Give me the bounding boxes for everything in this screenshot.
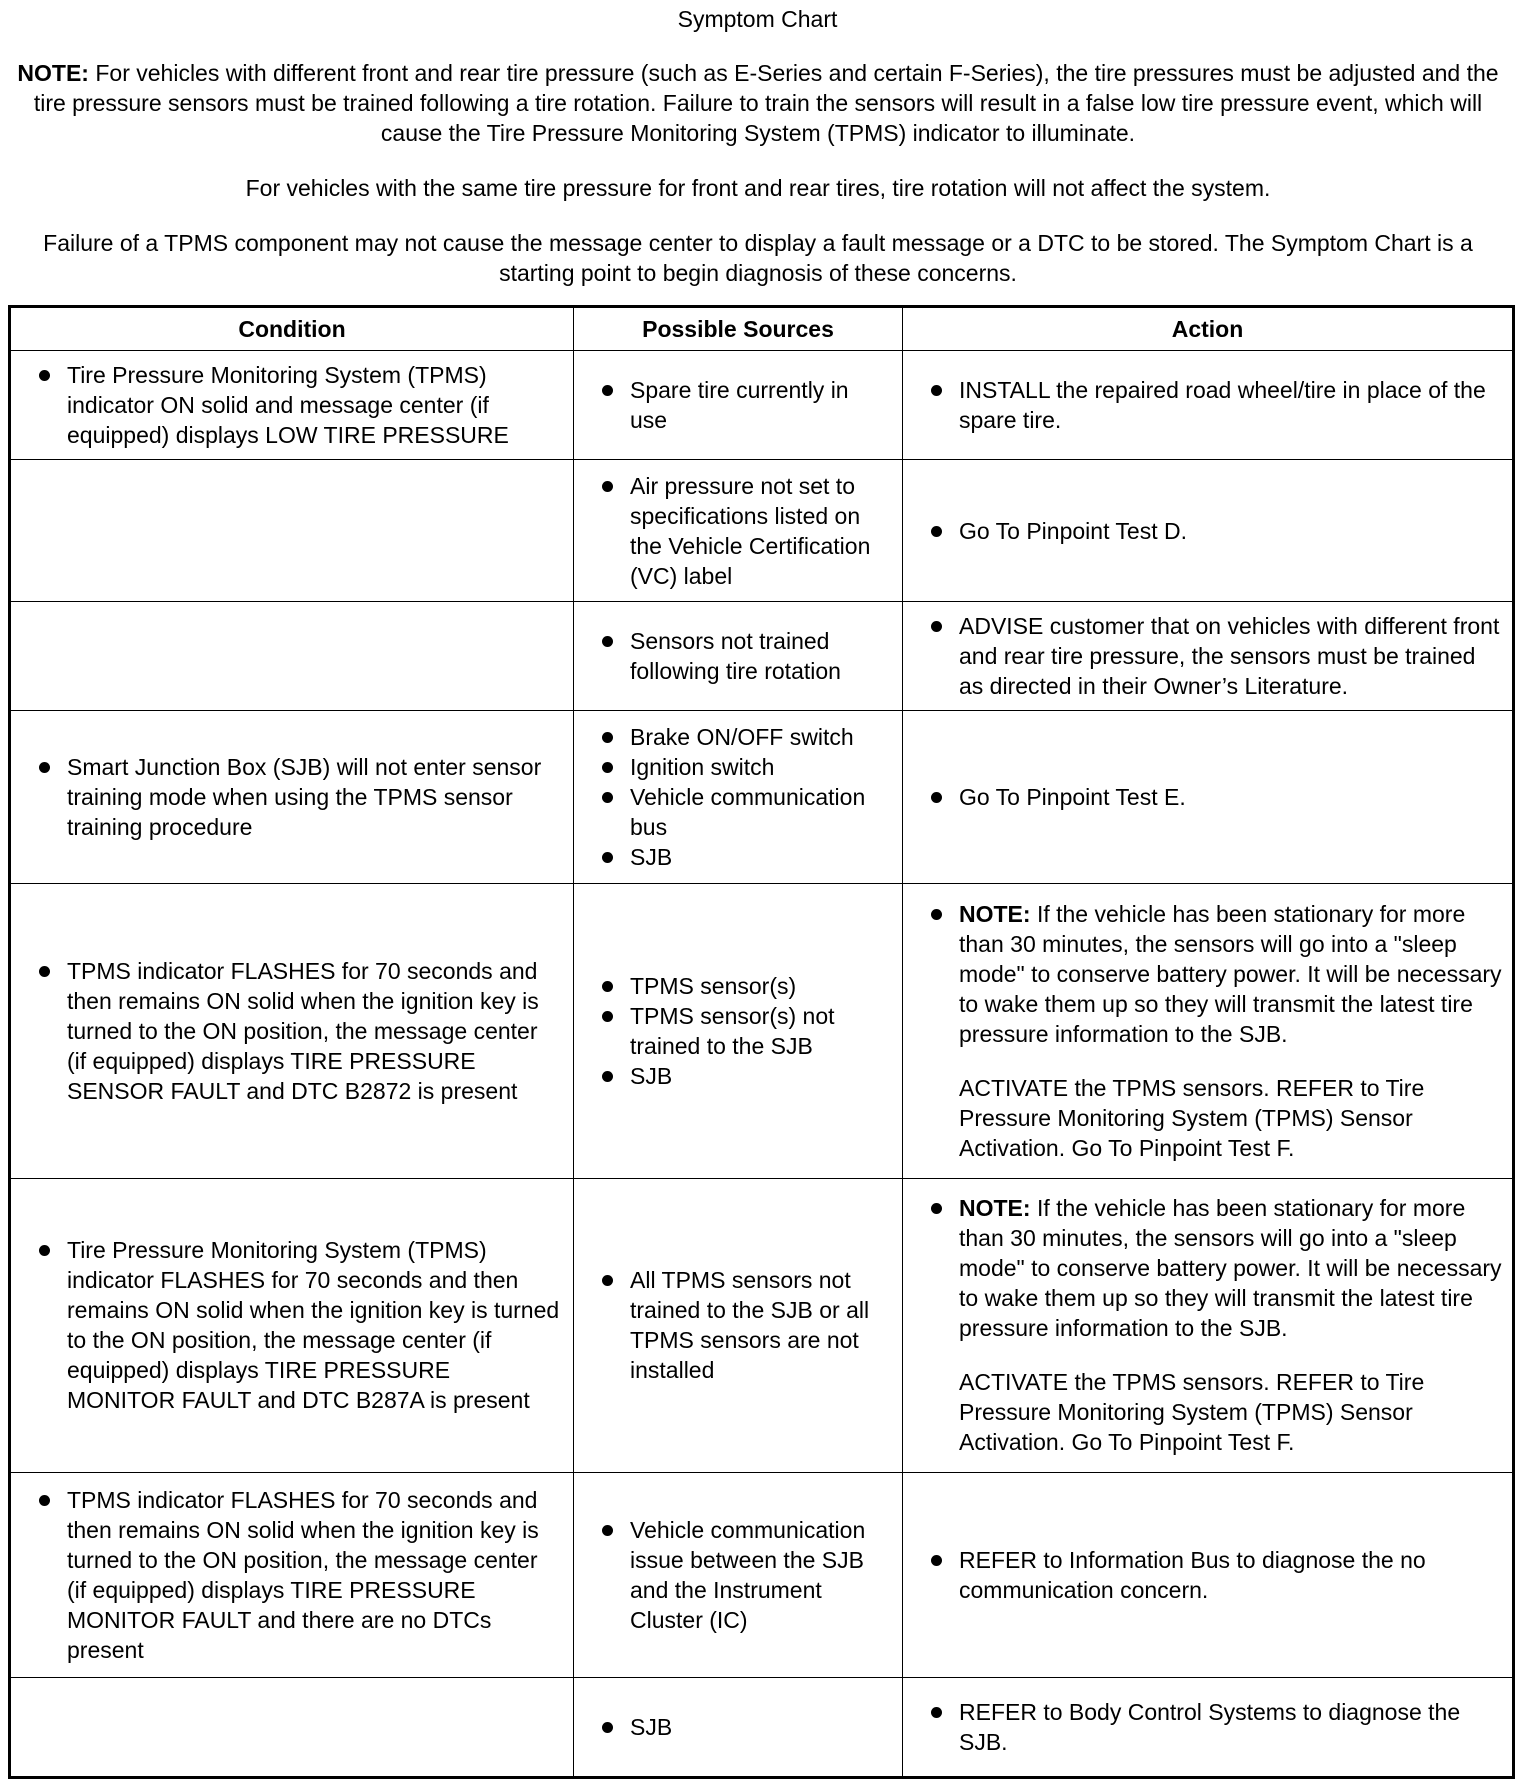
action-text: Go To Pinpoint Test E. (959, 784, 1186, 811)
condition-item: TPMS indicator FLASHES for 70 seconds and then remains ON solid when the ignition key is turned to the ON position, the message center (if equipped) displays TIRE PRESSURE MONITOR FAULT and there are no DTCs present (19, 1485, 563, 1665)
sources-list (582, 1265, 892, 1385)
page-title: Symptom Chart (677, 6, 838, 32)
condition-list (19, 1235, 563, 1415)
table-row (10, 460, 1514, 601)
header-condition: Condition (10, 307, 574, 351)
source-item: Vehicle communication issue between the SJB and the Instrument Cluster (IC) (582, 1515, 892, 1635)
condition-cell (10, 601, 574, 710)
condition-list (19, 1485, 563, 1665)
table-row (10, 884, 1514, 1178)
action-item (911, 516, 1502, 546)
action-list (911, 611, 1502, 701)
source-item: Ignition switch (582, 752, 892, 782)
action-item (911, 899, 1502, 1049)
condition-cell (10, 1678, 574, 1778)
action-text: ADVISE customer that on vehicles with different front and rear tire pressure, the sensors must be trained as directed in their Owner’s Literature. (959, 612, 1500, 699)
table-row (10, 1678, 1514, 1778)
source-item: SJB (582, 1712, 892, 1742)
action-cell (903, 884, 1514, 1178)
condition-cell (10, 351, 574, 460)
sources-cell (574, 460, 903, 601)
action-item (911, 611, 1502, 701)
action-list (911, 516, 1502, 546)
action-list (911, 1193, 1502, 1343)
sources-list (582, 375, 892, 435)
sources-cell (574, 1473, 903, 1678)
header-possible-sources: Possible Sources (574, 307, 903, 351)
action-list (911, 375, 1502, 435)
action-list (911, 899, 1502, 1049)
action-cell (903, 711, 1514, 884)
header-action: Action (903, 307, 1514, 351)
source-item: SJB (582, 842, 892, 872)
action-list (911, 1545, 1502, 1605)
sources-list (582, 1515, 892, 1635)
table-row (10, 711, 1514, 884)
condition-item: Tire Pressure Monitoring System (TPMS) indicator ON solid and message center (if equipped) displays LOW TIRE PRESSURE (19, 360, 563, 450)
source-item: TPMS sensor(s) (582, 971, 892, 1001)
condition-list (19, 956, 563, 1106)
condition-item: Tire Pressure Monitoring System (TPMS) indicator FLASHES for 70 seconds and then remains ON solid when the ignition key is turned to the ON position, the message center (if equipped) displays TIRE PRESSURE MONITOR FAULT and DTC B287A is present (19, 1235, 563, 1415)
condition-list (19, 360, 563, 450)
note-label: NOTE: (17, 60, 89, 86)
sources-cell (574, 711, 903, 884)
action-item (911, 1545, 1502, 1605)
action-cell (903, 460, 1514, 601)
sources-list (582, 471, 892, 591)
table-row (10, 351, 1514, 460)
action-item (911, 1697, 1502, 1757)
source-item: Air pressure not set to specifications listed on the Vehicle Certification (VC) label (582, 471, 892, 591)
sources-list (582, 1712, 892, 1742)
condition-cell (10, 460, 574, 601)
same-pressure-paragraph: For vehicles with the same tire pressure for front and rear tires, tire rotation will not affect the system. (245, 175, 1271, 201)
table-row (10, 1178, 1514, 1472)
action-text: REFER to Body Control Systems to diagnose the SJB. (959, 1699, 1461, 1756)
sources-cell (574, 884, 903, 1178)
action-text: If the vehicle has been stationary for more than 30 minutes, the sensors will go into a "sleep mode" to conserve battery power. It will be necessary to wake them up so they will transmit the latest tire pressure information to the SJB. (959, 1195, 1502, 1342)
action-cell (903, 1178, 1514, 1472)
action-cell (903, 1678, 1514, 1778)
condition-cell (10, 711, 574, 884)
action-list (911, 782, 1502, 812)
table-row (10, 1473, 1514, 1678)
action-text: If the vehicle has been stationary for more than 30 minutes, the sensors will go into a "sleep mode" to conserve battery power. It will be necessary to wake them up so they will transmit the latest tire pressure information to the SJB. (959, 901, 1502, 1048)
action-item (911, 782, 1502, 812)
action-extra-text: ACTIVATE the TPMS sensors. REFER to Tire Pressure Monitoring System (TPMS) Sensor Activation. Go To Pinpoint Test F. (959, 1369, 1425, 1456)
sources-cell (574, 601, 903, 710)
source-item: Vehicle communication bus (582, 782, 892, 842)
condition-item: TPMS indicator FLASHES for 70 seconds and then remains ON solid when the ignition key is turned to the ON position, the message center (if equipped) displays TIRE PRESSURE SENSOR FAULT and DTC B2872 is present (19, 956, 563, 1106)
source-item: TPMS sensor(s) not trained to the SJB (582, 1001, 892, 1061)
condition-item: Smart Junction Box (SJB) will not enter sensor training mode when using the TPMS sensor training procedure (19, 752, 563, 842)
note-text: For vehicles with different front and rear tire pressure (such as E-Series and certain F-Series), the tire pressures must be adjusted and the tire pressure sensors must be trained following a tire rotation. Failure to train the sensors will result in a false low tire pressure event, which will cause the Tire Pressure Monitoring System (TPMS) indicator to illuminate. (33, 60, 1499, 146)
source-item: Sensors not trained following tire rotation (582, 626, 892, 686)
action-cell (903, 351, 1514, 460)
action-list (911, 1697, 1502, 1757)
source-item: Spare tire currently in use (582, 375, 892, 435)
action-text: Go To Pinpoint Test D. (959, 517, 1188, 544)
symptom-table (8, 305, 1515, 1779)
action-cell (903, 1473, 1514, 1678)
action-cell (903, 601, 1514, 710)
failure-paragraph: Failure of a TPMS component may not cause the message center to display a fault message or a DTC to be stored. The Symptom Chart is a starting point to begin diagnosis of these concerns. (43, 230, 1473, 286)
sources-list (582, 626, 892, 686)
sources-cell (574, 1678, 903, 1778)
source-item: Brake ON/OFF switch (582, 722, 892, 752)
sources-list (582, 722, 892, 872)
sources-cell (574, 1178, 903, 1472)
note-paragraph (16, 58, 1500, 148)
action-item (911, 1193, 1502, 1343)
condition-cell (10, 1473, 574, 1678)
table-row (10, 601, 1514, 710)
action-note-label: NOTE: (959, 1195, 1031, 1222)
action-text: REFER to Information Bus to diagnose the no communication concern. (959, 1547, 1426, 1604)
table-body (10, 351, 1514, 1778)
source-item: All TPMS sensors not trained to the SJB or all TPMS sensors are not installed (582, 1265, 892, 1385)
condition-cell (10, 1178, 574, 1472)
action-extra-text: ACTIVATE the TPMS sensors. REFER to Tire Pressure Monitoring System (TPMS) Sensor Activation. Go To Pinpoint Test F. (959, 1075, 1425, 1162)
condition-cell (10, 884, 574, 1178)
sources-list (582, 971, 892, 1091)
action-item (911, 375, 1502, 435)
condition-list (19, 752, 563, 842)
table-header-row (10, 307, 1514, 351)
sources-cell (574, 351, 903, 460)
action-text: INSTALL the repaired road wheel/tire in place of the spare tire. (959, 377, 1486, 434)
source-item: SJB (582, 1061, 892, 1091)
action-note-label: NOTE: (959, 901, 1031, 928)
